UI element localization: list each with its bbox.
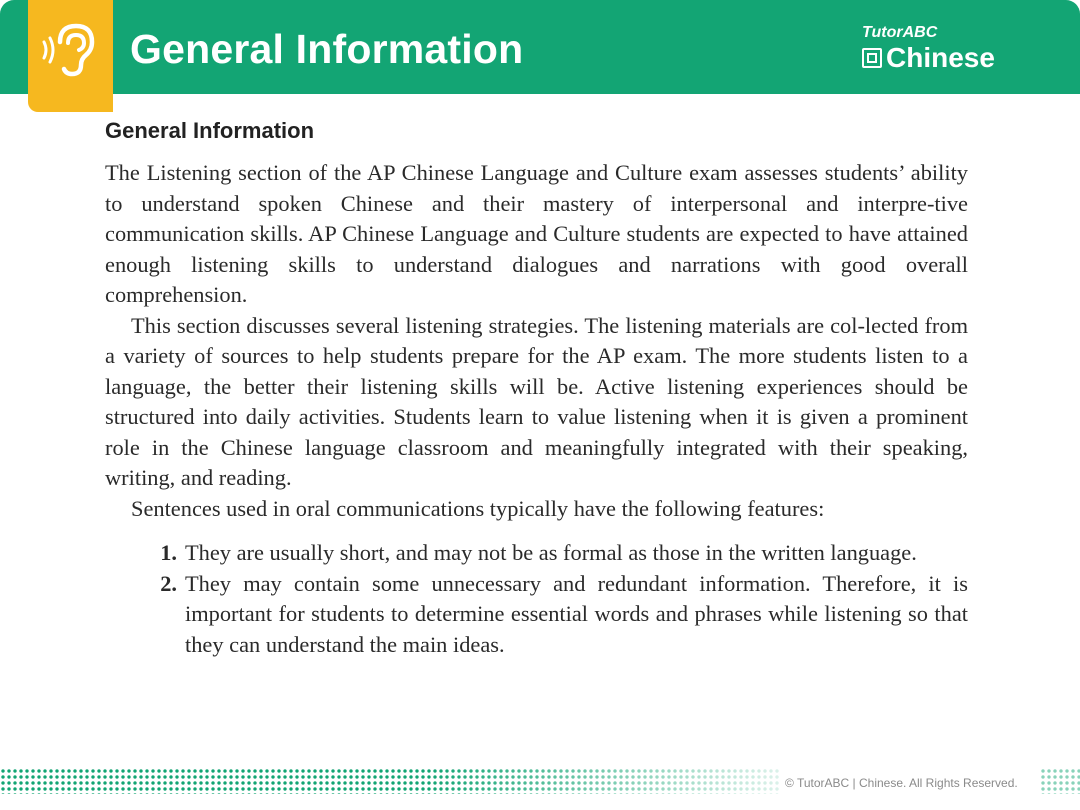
paragraph-strategies: This section discusses several listening strategies. The listening materials are col-lected from a variety of sources to help students prepare for the AP exam. The more students listen to a language, the better their listening skills will be. Active listening experiences should be structured into daily activities. Students learn to value listening when it is given a prominent role in the Chinese language classroom and meaningfully integrated with their speaking, writing, and reading. [105,312,968,490]
footer-dot-pattern-right [1040,768,1080,794]
paragraph-intro: The Listening section of the AP Chinese Language and Culture exam assesses students’ ability to understand spoken Chinese and their mastery of interpersonal and interpre-tive communication skills. AP Chinese Language and Culture students are expected to have attained enough listening skills to understand dialogues and narrations with good overall comprehension. [105,160,968,307]
brand-logo [862,24,995,72]
paragraph-features-lead: Sentences used in oral communications typically have the following features: [131,495,825,521]
list-text: They are usually short, and may not be as formal as those in the written language. [185,540,917,565]
brand-chinese-text: Chinese [886,42,995,73]
list-number: 1. [160,540,177,565]
list-text: They may contain some unnecessary and redundant information. Therefore, it is important for students to determine essential words and phrases while listening so that they can understand the main ideas. [185,570,968,657]
copyright-notice: © TutorABC | Chinese. All Rights Reserved. [785,776,1018,790]
listening-tab [28,0,113,112]
section-heading: General Information [105,118,315,143]
brand-tutorabc-text: TutorABC [862,24,938,41]
features-list [105,538,968,660]
document-body [105,118,968,660]
list-number: 2. [160,570,177,596]
footer-dot-pattern [0,768,780,794]
list-item [105,538,968,569]
page-title: General Information [130,26,524,72]
ear-sound-icon [38,18,102,82]
header-bar [0,0,1080,94]
list-item [105,569,968,661]
brand-mark-icon [862,48,882,68]
